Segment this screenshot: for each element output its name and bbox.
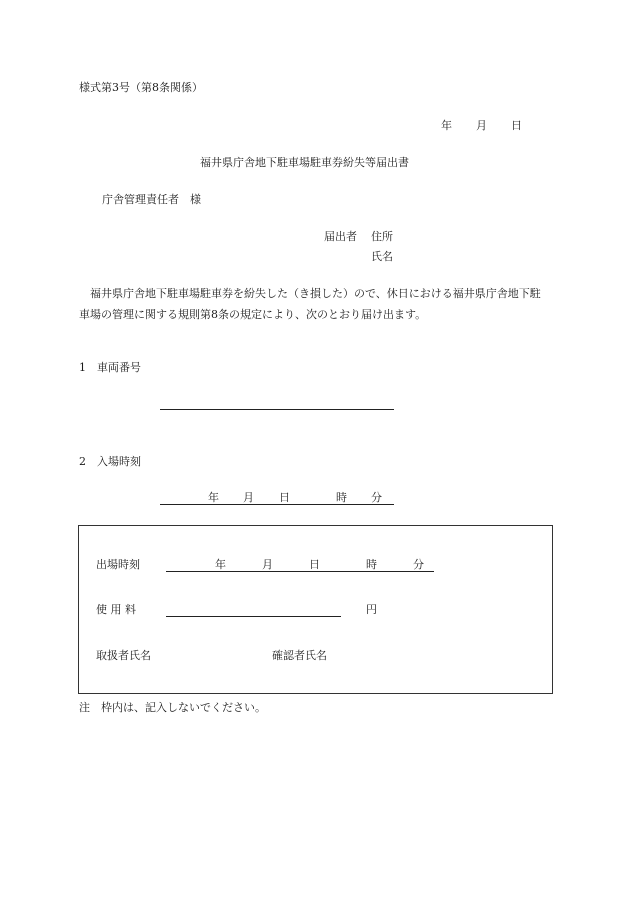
office-use-box — [78, 525, 553, 694]
exit-day-unit: 日 — [309, 558, 320, 571]
name-label: 氏名 — [371, 250, 393, 263]
date-year-label: 年 — [441, 119, 452, 132]
date-day-label: 日 — [511, 119, 522, 132]
date-month-label: 月 — [476, 119, 487, 132]
section1-label: 車両番号 — [97, 361, 141, 374]
section2-label: 入場時刻 — [97, 455, 141, 468]
document-title: 福井県庁舎地下駐車場駐車券紛失等届出書 — [200, 156, 409, 169]
entry-month-unit: 月 — [243, 491, 254, 504]
exit-month-unit: 月 — [262, 558, 273, 571]
applicant-label: 届出者 — [324, 230, 357, 243]
handler-name-label: 取扱者氏名 — [96, 649, 151, 662]
body-text: 福井県庁舎地下駐車場駐車券を紛失した（き損した）ので、休日における福井県庁舎地下駐車場の管理に関する規則第8条の規定により、次のとおり届け出ます。 — [79, 287, 541, 321]
section1-number: 1 — [79, 361, 86, 374]
address-label: 住所 — [371, 230, 393, 243]
exit-year-unit: 年 — [215, 558, 226, 571]
note: 注 枠内は、記入しないでください。 — [79, 701, 266, 714]
vehicle-number-line[interactable] — [160, 409, 394, 410]
exit-hour-unit: 時 — [366, 558, 377, 571]
confirmer-name-label: 確認者氏名 — [272, 649, 327, 662]
fee-line — [166, 616, 341, 617]
entry-year-unit: 年 — [208, 491, 219, 504]
addressee: 庁舎管理責任者 様 — [102, 193, 201, 206]
fee-label: 使 用 料 — [96, 603, 136, 616]
entry-time-line[interactable] — [160, 504, 394, 505]
exit-time-line — [166, 571, 434, 572]
entry-day-unit: 日 — [279, 491, 290, 504]
section2-number: 2 — [79, 455, 86, 468]
exit-time-label: 出場時刻 — [96, 558, 140, 571]
fee-unit: 円 — [366, 603, 377, 616]
exit-minute-unit: 分 — [413, 558, 424, 571]
entry-hour-unit: 時 — [336, 491, 347, 504]
entry-minute-unit: 分 — [371, 491, 382, 504]
form-number: 様式第3号（第8条関係） — [79, 81, 203, 94]
